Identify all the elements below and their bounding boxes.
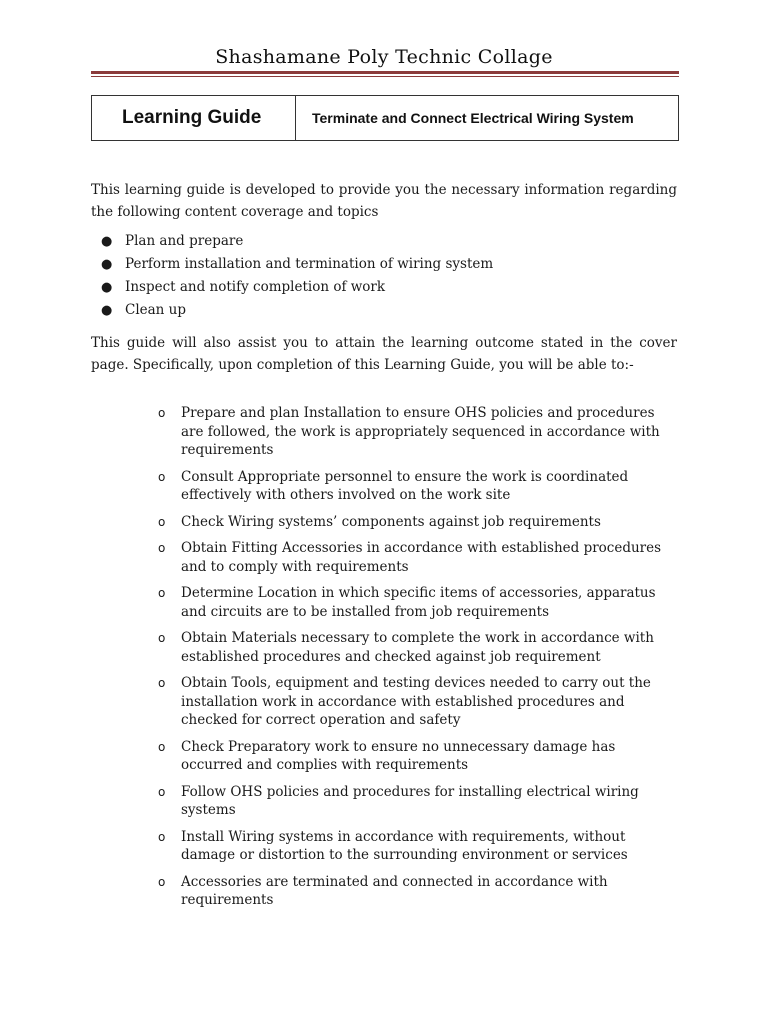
outcome-text: Accessories are terminated and connected in accordance with requirements xyxy=(181,873,608,908)
outcome-text: Prepare and plan Installation to ensure OHS policies and procedures are followed, the work is appropriately sequenced in accordance with requirements xyxy=(181,405,660,458)
topic-item xyxy=(91,230,493,253)
topics-list xyxy=(91,230,493,322)
outcome-item xyxy=(158,738,678,775)
outcome-item xyxy=(158,629,678,666)
circle-bullet-icon: o xyxy=(158,829,166,844)
outcome-item xyxy=(158,783,678,820)
circle-bullet-icon: o xyxy=(158,541,166,555)
outcome-item xyxy=(158,674,678,730)
topic-text: Plan and prepare xyxy=(125,233,244,249)
circle-bullet-icon: o xyxy=(158,406,166,420)
learning-outcomes-list xyxy=(158,404,678,918)
outcome-text: Obtain Fitting Accessories in accordance with established procedures and to comply with requirements xyxy=(181,540,662,575)
outcome-item xyxy=(158,584,678,621)
learning-guide-topic: Terminate and Connect Electrical Wiring System xyxy=(312,110,634,126)
outcome-item xyxy=(158,513,678,532)
bullet-icon: ● xyxy=(101,303,113,318)
topic-text: Perform installation and termination of wiring system xyxy=(125,256,494,272)
outcome-item xyxy=(158,539,678,576)
assist-paragraph: This guide will also assist you to attain the learning outcome stated in the cover page. Specifically, upon completion of this Learning Guide, you will be able to:- xyxy=(91,335,677,373)
outcome-text: Obtain Materials necessary to complete the work in accordance with established procedures and checked against job requirement xyxy=(181,630,654,665)
circle-bullet-icon: o xyxy=(158,469,166,484)
circle-bullet-icon: o xyxy=(158,676,166,690)
outcome-item xyxy=(158,404,678,460)
topic-text: Clean up xyxy=(125,302,187,318)
topic-item xyxy=(91,253,493,276)
circle-bullet-icon: o xyxy=(158,874,166,889)
outcome-text: Obtain Tools, equipment and testing devices needed to carry out the installation work in accordance with established procedures and checked for correct operation and safety xyxy=(181,675,651,728)
topic-text: Inspect and notify completion of work xyxy=(125,279,386,295)
outcome-text: Check Wiring systems’ components against job requirements xyxy=(181,513,601,530)
outcome-text: Follow OHS policies and procedures for installing electrical wiring systems xyxy=(181,783,639,818)
circle-bullet-icon: o xyxy=(158,631,166,645)
learning-guide-box xyxy=(91,95,679,141)
learning-guide-label: Learning Guide xyxy=(92,96,296,140)
outcome-text: Determine Location in which specific items of accessories, apparatus and circuits are to be installed from job requirements xyxy=(181,585,656,620)
bullet-icon: ● xyxy=(101,257,113,272)
outcome-text: Install Wiring systems in accordance with requirements, without damage or distortion to the surrounding environment or services xyxy=(181,828,628,863)
outcome-item xyxy=(158,873,678,910)
bullet-icon: ● xyxy=(101,280,113,295)
circle-bullet-icon: o xyxy=(158,784,166,799)
outcome-text: Check Preparatory work to ensure no unnecessary damage has occurred and complies with requirements xyxy=(181,738,616,773)
outcome-item xyxy=(158,828,678,865)
bullet-icon: ● xyxy=(101,234,113,249)
topic-item xyxy=(91,299,493,322)
topic-item xyxy=(91,276,493,299)
header-divider-thick xyxy=(91,71,679,74)
circle-bullet-icon: o xyxy=(158,739,166,754)
intro-paragraph: This learning guide is developed to provide you the necessary information regarding the following content coverage and topics xyxy=(91,182,677,220)
page-header-title: Shashamane Poly Technic Collage xyxy=(215,46,553,68)
header-divider-thin xyxy=(91,76,679,77)
outcome-item xyxy=(158,468,678,505)
outcome-text: Consult Appropriate personnel to ensure the work is coordinated effectively with others involved on the work site xyxy=(181,468,629,503)
circle-bullet-icon: o xyxy=(158,514,166,529)
circle-bullet-icon: o xyxy=(158,586,166,600)
